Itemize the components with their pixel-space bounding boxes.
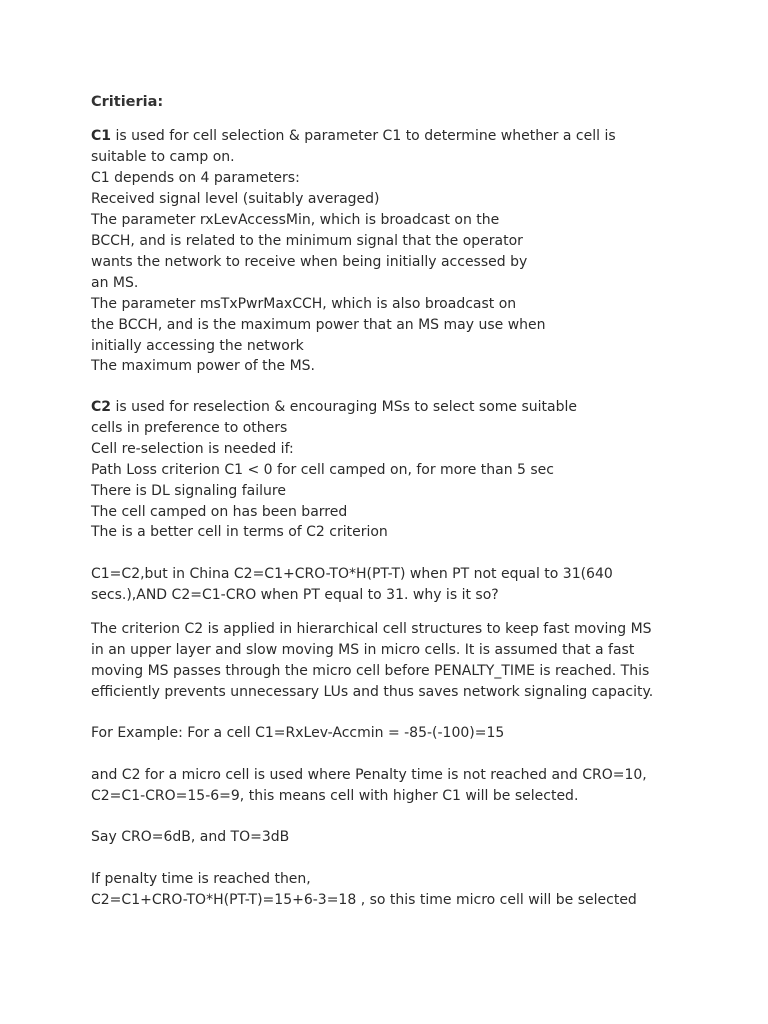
c2-line-2: Cell re-selection is needed if: [91, 441, 294, 457]
c2-line-4: There is DL signaling failure [91, 483, 286, 499]
c1-first-line [91, 126, 616, 147]
penalty-line-0: If penalty time is reached then, [91, 871, 311, 887]
penalty-line-1: C2=C1+CRO-TO*H(PT-T)=15+6-3=18 , so this time micro cell will be selected [91, 892, 637, 908]
c1-line-5: BCCH, and is related to the minimum signal that the operator [91, 233, 523, 249]
c1-line-9: the BCCH, and is the maximum power that an MS may use when [91, 317, 546, 333]
example-line: For Example: For a cell C1=RxLev-Accmin = -85-(-100)=15 [91, 725, 505, 741]
micro-line-0: and C2 for a micro cell is used where Penalty time is not reached and CRO=10, [91, 767, 647, 783]
explanation-line-1: in an upper layer and slow moving MS in micro cells. It is assumed that a fast [91, 642, 635, 658]
c1-line-6: wants the network to receive when being initially accessed by [91, 254, 528, 270]
question-line-1: secs.),AND C2=C1-CRO when PT equal to 31. why is it so? [91, 587, 499, 603]
c1-line-3: Received signal level (suitably averaged) [91, 191, 380, 207]
c1-line-2: C1 depends on 4 parameters: [91, 170, 300, 186]
c1-term: C1 [91, 128, 112, 144]
c1-line-8: The parameter msTxPwrMaxCCH, which is also broadcast on [91, 296, 517, 312]
explanation-line-2: moving MS passes through the micro cell before PENALTY_TIME is reached. This [91, 663, 650, 679]
c1-line-1: suitable to camp on. [91, 149, 235, 165]
explanation-line-0: The criterion C2 is applied in hierarchical cell structures to keep fast moving MS [91, 621, 652, 637]
c2-line-0: is used for reselection & encouraging MSs to select some suitable [111, 399, 578, 415]
c2-first-line [91, 397, 577, 418]
c1-line-11: The maximum power of the MS. [91, 358, 315, 374]
c1-line-0: is used for cell selection & parameter C1 to determine whether a cell is [111, 128, 616, 144]
c1-line-4: The parameter rxLevAccessMin, which is broadcast on the [91, 212, 500, 228]
c2-line-1: cells in preference to others [91, 420, 288, 436]
c2-line-6: The is a better cell in terms of C2 criterion [91, 524, 388, 540]
section-heading: Critieria: [91, 94, 164, 110]
c2-term: C2 [91, 399, 112, 415]
c1-line-10: initially accessing the network [91, 338, 304, 354]
c2-line-3: Path Loss criterion C1 < 0 for cell camped on, for more than 5 sec [91, 462, 554, 478]
say-line: Say CRO=6dB, and TO=3dB [91, 829, 290, 845]
question-line-0: C1=C2,but in China C2=C1+CRO-TO*H(PT-T) when PT not equal to 31(640 [91, 566, 613, 582]
micro-line-1: C2=C1-CRO=15-6=9, this means cell with higher C1 will be selected. [91, 788, 579, 804]
explanation-line-3: efficiently prevents unnecessary LUs and thus saves network signaling capacity. [91, 684, 654, 700]
c1-line-7: an MS. [91, 275, 139, 291]
c2-line-5: The cell camped on has been barred [91, 504, 348, 520]
